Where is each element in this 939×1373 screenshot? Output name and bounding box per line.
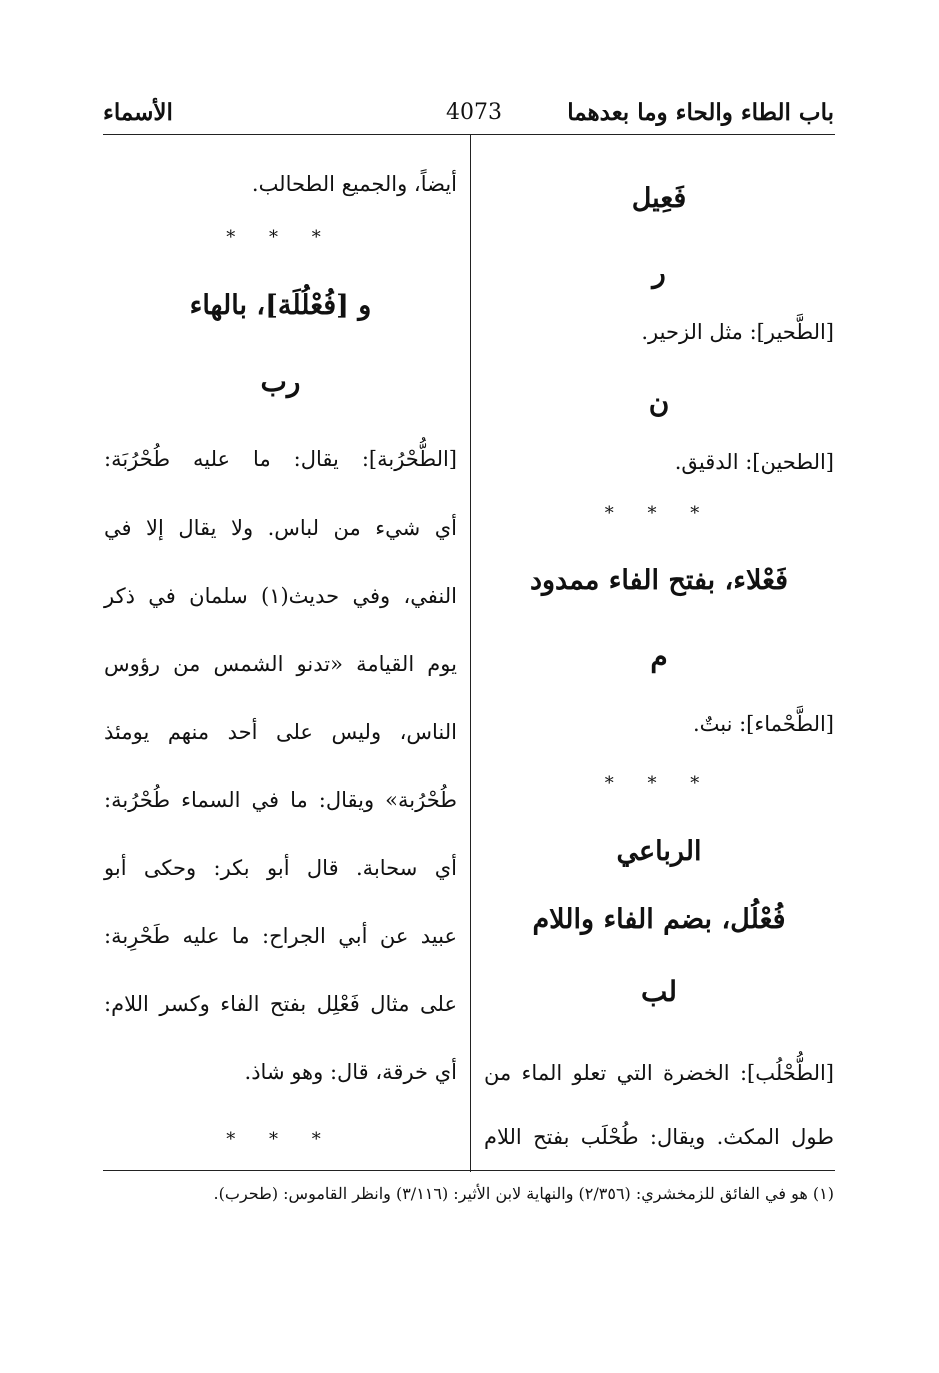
header-rule — [103, 134, 835, 135]
section-heading: الرباعي — [616, 836, 702, 867]
pattern-heading: فَعْلاء، بفتح الفاء ممدود — [529, 565, 789, 596]
pattern-heading: فَعِيل — [631, 183, 687, 214]
entry-line: النفي، وفي حديث(١) سلمان في ذكر — [104, 584, 457, 608]
section-separator: * * * — [604, 773, 714, 794]
entry-line: أيضاً، والجميع الطحالب. — [251, 172, 457, 196]
column-divider — [470, 134, 471, 1172]
pattern-heading: فُعْلُل، بضم الفاء واللام — [532, 904, 786, 935]
footnote-rule — [103, 1170, 835, 1171]
pattern-heading: و [فُعْلُلَة]، بالهاء — [189, 290, 372, 321]
entry-line: أي خرقة، قال: وهو شاذ. — [244, 1060, 457, 1084]
section-separator: * * * — [604, 503, 714, 524]
entry-line: [الطحين]: الدقيق. — [674, 450, 834, 474]
footnote: (١) هو في الفائق للزمخشري: (٢/٣٥٦) والنهاية لابن الأثير: (٣/١١٦) وانظر القاموس: (طحرب). — [213, 1184, 834, 1203]
section-separator: * * * — [226, 227, 335, 248]
section-separator: * * * — [226, 1129, 335, 1150]
running-head-chapter: باب الطاء والحاء وما بعدهما — [567, 99, 834, 126]
root-heading: لب — [640, 975, 678, 1008]
entry-line: أي سحابة. قال أبو بكر: وحكى أبو — [104, 856, 457, 880]
running-head-section: الأسماء — [103, 99, 173, 126]
entry-line: [الطُّحْرُبة]: يقال: ما عليه طُحْرُبَة: — [104, 447, 457, 471]
entry-line: طُحْرُبة» ويقال: ما في السماء طُحْرُبة: — [104, 788, 457, 812]
entry-line: الناس، وليس على أحد منهم يومئذ — [104, 720, 457, 744]
entry-line: أي شيء من لباس. ولا يقال إلا في — [104, 516, 457, 540]
entry-line: [الطُّحْلُب]: الخضرة التي تعلو الماء من — [484, 1061, 834, 1085]
entry-line: [الطَّحْماء]: نبتٌ. — [692, 712, 834, 736]
entry-line: طول المكث. ويقال: طُحْلَب بفتح اللام — [484, 1125, 834, 1149]
root-heading: ر — [652, 256, 666, 289]
root-heading: م — [650, 640, 668, 673]
entry-line: عبيد عن أبي الجراح: ما عليه طَحْرِبة: — [104, 924, 457, 948]
entry-line: [الطَّحير]: مثل الزحير. — [641, 320, 834, 344]
root-heading: ن — [648, 386, 670, 419]
page-number: 4073 — [446, 100, 502, 125]
root-heading: رب — [260, 365, 301, 398]
entry-line: يوم القيامة «تدنو الشمس من رؤوس — [104, 652, 457, 676]
entry-line: على مثال فَعْلِل بفتح الفاء وكسر اللام: — [104, 992, 457, 1016]
